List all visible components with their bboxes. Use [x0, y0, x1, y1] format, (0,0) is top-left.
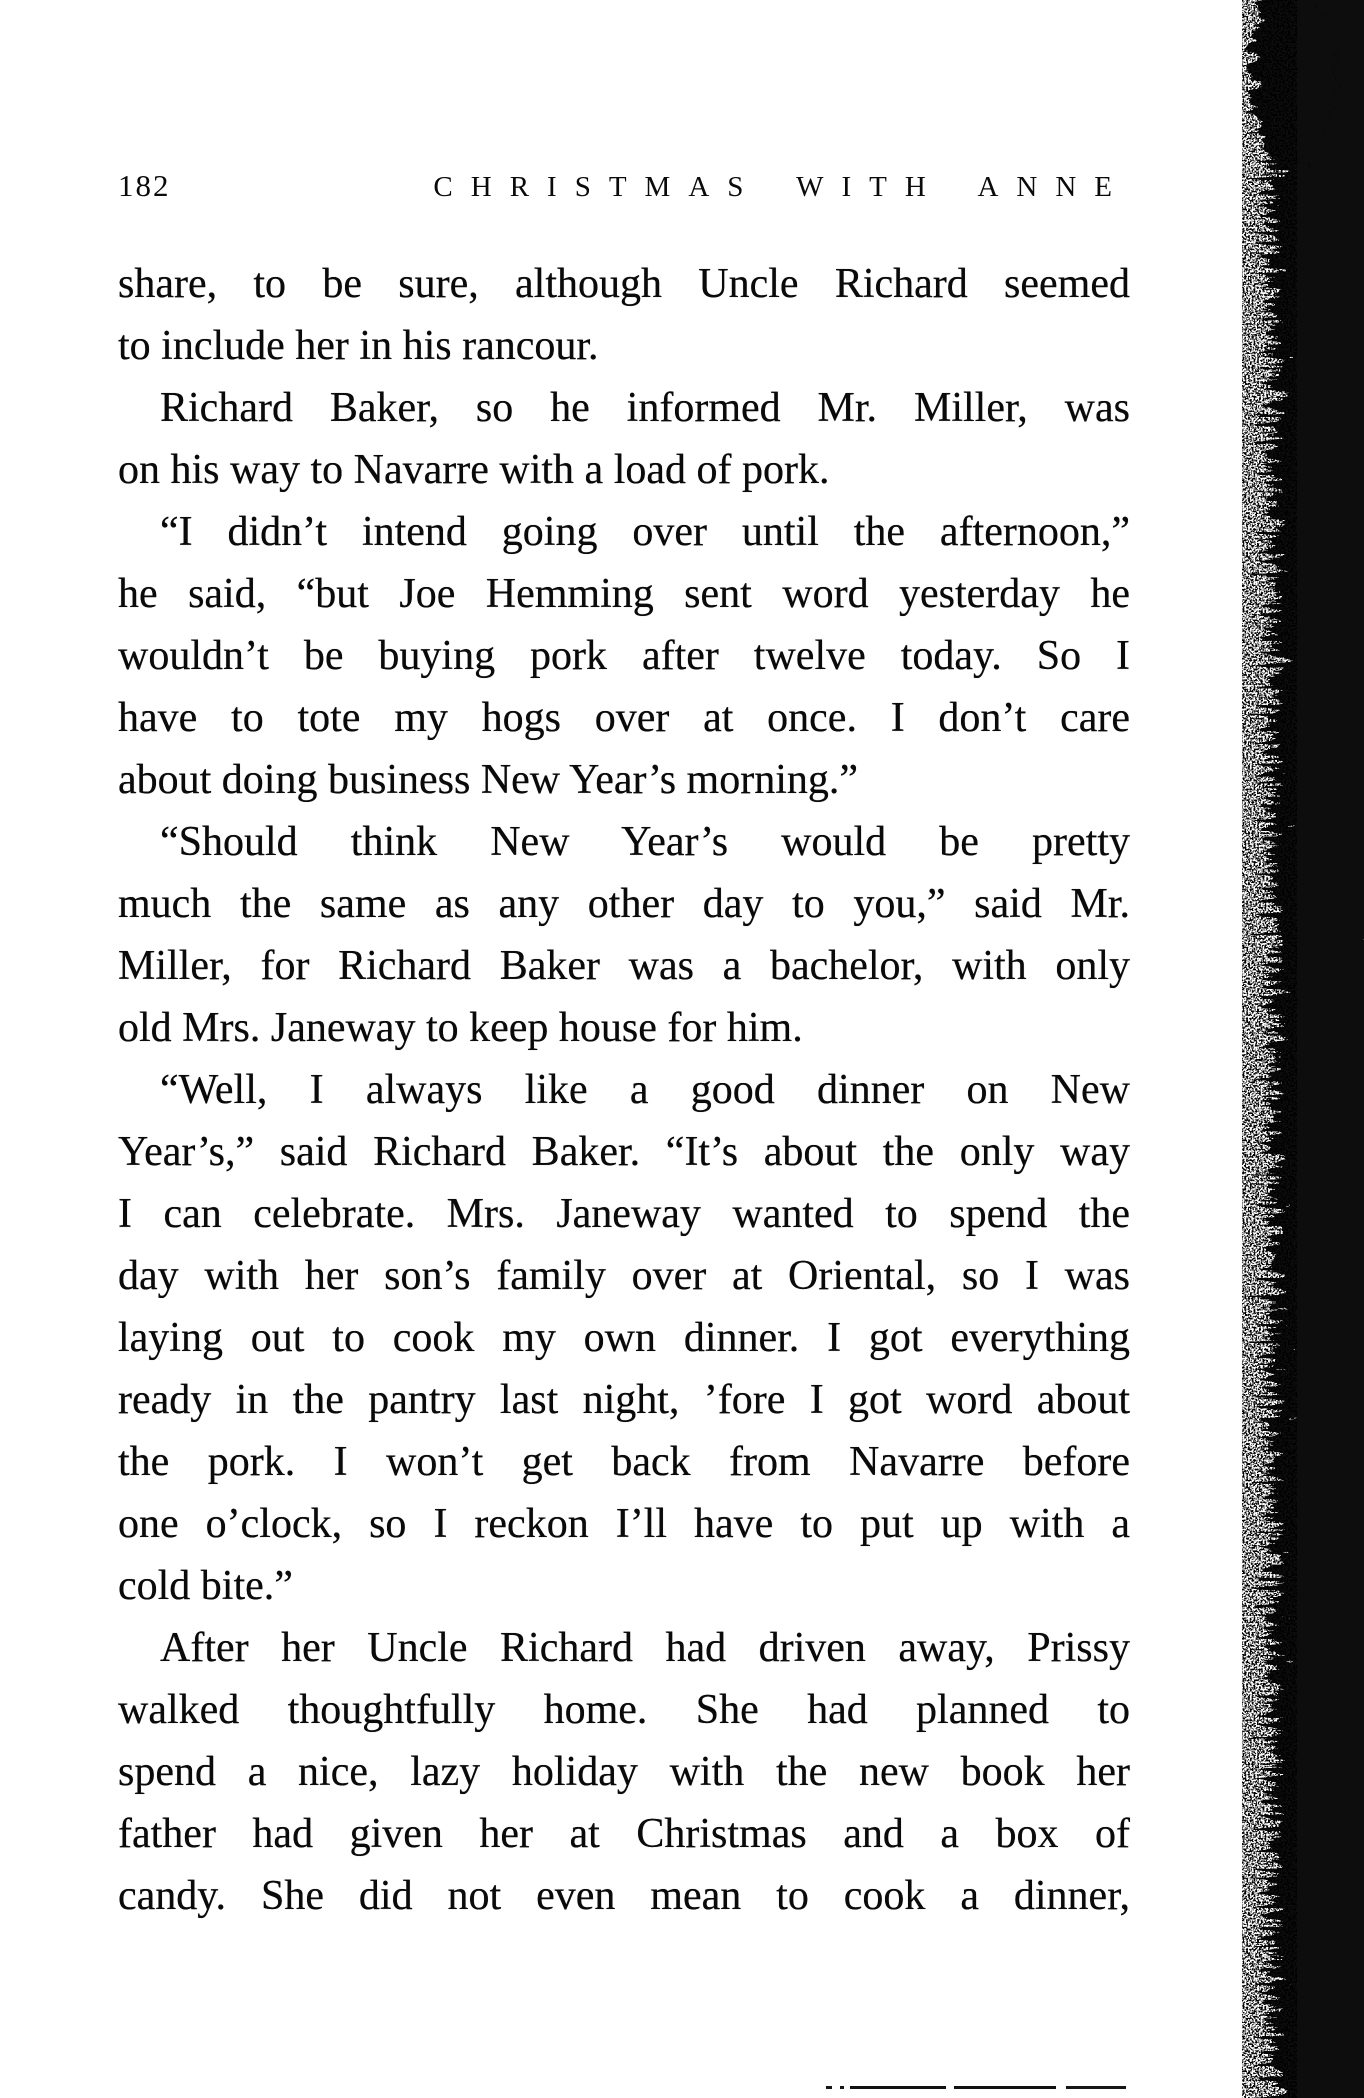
text-line: “Well, I always like a good dinner on New	[160, 1067, 1130, 1113]
text-line: cold bite.”	[118, 1563, 293, 1609]
text-line: Miller, for Richard Baker was a bachelor, with only	[118, 943, 1130, 989]
text-line: I can celebrate. Mrs. Janeway wanted to spend the	[118, 1191, 1130, 1237]
text-line: After her Uncle Richard had driven away, Prissy	[160, 1625, 1130, 1671]
text-line: spend a nice, lazy holiday with the new book her	[118, 1749, 1130, 1795]
running-head	[118, 168, 1130, 208]
text-line: walked thoughtfully home. She had planned to	[118, 1687, 1130, 1733]
text-line: have to tote my hogs over at once. I don’t care	[118, 695, 1130, 741]
book-binding-shadow-artifact	[1214, 0, 1364, 2098]
text-line: Richard Baker, so he informed Mr. Miller, was	[160, 385, 1130, 431]
text-line: one o’clock, so I reckon I’ll have to put up with a	[118, 1501, 1130, 1547]
text-line: candy. She did not even mean to cook a dinner,	[118, 1873, 1130, 1919]
text-line: wouldn’t be buying pork after twelve today. So I	[118, 633, 1130, 679]
text-line: to include her in his rancour.	[118, 323, 599, 369]
text-line: on his way to Navarre with a load of pork.	[118, 447, 830, 493]
body-text	[118, 253, 1130, 1927]
text-line: Year’s,” said Richard Baker. “It’s about the only way	[118, 1129, 1130, 1175]
text-line: father had given her at Christmas and a box of	[118, 1811, 1130, 1857]
text-line: “Should think New Year’s would be pretty	[160, 819, 1130, 865]
text-line: ready in the pantry last night, ’fore I got word about	[118, 1377, 1130, 1423]
scan-artifact-rule	[826, 2086, 1140, 2089]
text-line: laying out to cook my own dinner. I got everything	[118, 1315, 1130, 1361]
text-line: the pork. I won’t get back from Navarre before	[118, 1439, 1130, 1485]
text-line: old Mrs. Janeway to keep house for him.	[118, 1005, 803, 1051]
page-number: 182	[118, 168, 171, 203]
text-line: day with her son’s family over at Oriental, so I was	[118, 1253, 1130, 1299]
text-line: about doing business New Year’s morning.”	[118, 757, 859, 803]
text-line: he said, “but Joe Hemming sent word yesterday he	[118, 571, 1130, 617]
running-head-title: CHRISTMAS WITH ANNE	[433, 171, 1130, 203]
text-line: share, to be sure, although Uncle Richard seemed	[118, 261, 1130, 307]
text-line: much the same as any other day to you,” said Mr.	[118, 881, 1130, 927]
text-line: “I didn’t intend going over until the afternoon,”	[160, 509, 1130, 555]
